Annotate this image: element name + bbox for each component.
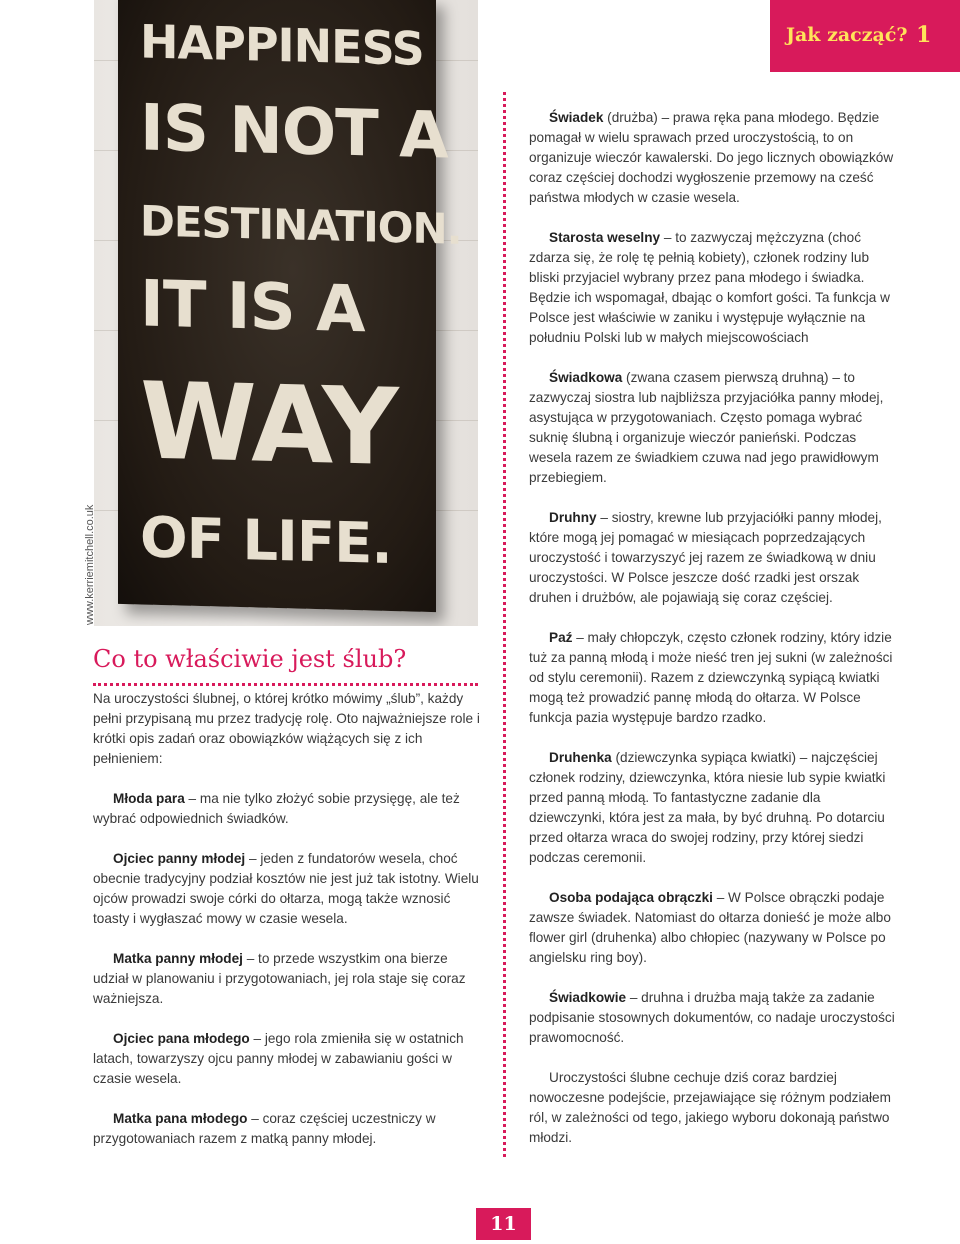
role-term: Starosta weselny: [549, 230, 661, 245]
chapter-title: Jak zacząć?: [786, 24, 908, 46]
right-column: [529, 108, 897, 1168]
role-paragraph: [93, 1109, 481, 1149]
role-description: (drużba) – prawa ręka pana młodego. Będzie pomagał w wielu sprawach przed uroczystością, to on organizuje wieczór kawalerski. Do jego licznych obowiązków coraz częściej dochodzi wygłoszenie przemowy na cześć państwa młodych w czasie wesela.: [529, 110, 894, 205]
role-paragraph: [93, 789, 481, 829]
role-description: – siostry, krewne lub przyjaciółki panny młodej, które mogą jej pomagać w miesiącach poprzedzających uroczystość i towarzyszyć jej razem ze świadkową w dniu uroczystości. W Polsce jeszcze dość rzadki jest orszak druhen i drużbów, ale pojawiają się coraz częściej.: [529, 510, 882, 605]
role-term: Druhny: [549, 510, 597, 525]
column-divider: [503, 92, 506, 1157]
role-paragraph: [529, 108, 897, 208]
role-description: – coraz częściej uczestniczy w przygotowaniach razem z matką panny młodej.: [93, 1111, 436, 1146]
sign-line: HAPPINESS: [140, 14, 424, 76]
dotted-divider: [93, 683, 478, 686]
role-description: – to przede wszystkim ona bierze udział w planowaniu i przygotowaniach, jej rola staje się coraz ważniejsza.: [93, 951, 466, 1006]
role-paragraph: [529, 508, 897, 608]
role-paragraph: [93, 849, 481, 929]
role-term: Świadkowie: [549, 990, 627, 1005]
sign-line: IS NOT A: [140, 91, 448, 174]
role-description: (zwana czasem pierwszą druhną) – to zazwyczaj siostra lub najbliższa przyjaciółka panny młodej, asystująca w przygotowaniach. Często pomaga wybrać suknię ślubną i organizuje wieczór panieński. Podczas wesela razem ze świadkiem czuwa nad jego prawidłowym przebiegiem.: [529, 370, 884, 485]
sign-line: WAY: [140, 359, 398, 490]
role-term: Matka panny młodej: [113, 951, 243, 966]
role-paragraph: [529, 368, 897, 488]
intro-paragraph: [93, 689, 481, 769]
role-term: Paź: [549, 630, 573, 645]
role-paragraph: [529, 748, 897, 868]
role-term: Druhenka: [549, 750, 612, 765]
role-term: Ojciec pana młodego: [113, 1031, 250, 1046]
section-title: Co to właściwie jest ślub?: [93, 645, 407, 673]
role-term: Osoba podająca obrączki: [549, 890, 713, 905]
role-term: Ojciec panny młodej: [113, 851, 246, 866]
sign-line: DESTINATION.: [140, 196, 462, 254]
chapter-number: 1: [916, 22, 932, 48]
paragraph-text: Uroczystości ślubne cechuje dziś coraz bardziej nowoczesne podejście, przejawiające się różnym podziałem ról, w zależności od tego, jakiego wyboru dokonają państwo młodzi.: [529, 1070, 891, 1145]
paragraph-text: Na uroczystości ślubnej, o której krótko mówimy „ślub”, każdy pełni przypisaną mu przez tradycję rolę. Oto najważniejsze role i krótki opis zadań oraz obowiązków wiążących się z ich pełnieniem:: [93, 691, 480, 766]
role-term: Młoda para: [113, 791, 185, 806]
closing-paragraph: [529, 1068, 897, 1148]
role-paragraph: [529, 228, 897, 348]
role-description: – to zazwyczaj mężczyzna (choć zdarza się, że rolę tę pełnią kobiety), członek rodziny lub bliski przyjaciel wybrany przez pana młodego i świadka. Będzie ich wspomagał, dbając o komfort gości. Ta funkcja w Polsce jest właściwie w zaniku i występuje wyłącznie na południu Polski lub w małych miejscowościach: [529, 230, 890, 345]
role-term: Świadkowa: [549, 370, 623, 385]
role-description: – jego rola zmieniła się w ostatnich latach, towarzyszy ojcu panny młodej w zabawianiu gości w czasie wesela.: [93, 1031, 464, 1086]
sign-photo: [94, 0, 478, 626]
page-number: 11: [476, 1208, 531, 1240]
role-paragraph: [93, 949, 481, 1009]
role-description: – W Polsce obrączki podaje zawsze świadek. Natomiast do ołtarza donieść je może albo flower girl (druhenka) albo chłopiec (nazywany w Polsce po angielsku ring boy).: [529, 890, 891, 965]
sign-line: OF LIFE.: [140, 505, 392, 578]
role-term: Matka pana młodego: [113, 1111, 248, 1126]
role-description: – jeden z fundatorów wesela, choć obecnie tradycyjny podział kosztów nie jest już tak istotny. Wielu ojców prowadzi swoje córki do ołtarza, mogą także wznosić toasty i wygłaszać mowy w czasie wesela.: [93, 851, 479, 926]
wooden-sign: [118, 0, 462, 612]
role-term: Świadek: [549, 110, 604, 125]
role-paragraph: [93, 1029, 481, 1089]
role-description: – mały chłopczyk, często członek rodziny, który idzie tuż za panną młodą i może nieść tren jej sukni (w zależności od stylu ceremonii). Razem z dziewczynką sypiącą kwiatki mogą też prowadzić pannę młodą do ołtarza. W Polsce funkcja pazia występuje bardzo rzadko.: [529, 630, 893, 725]
role-paragraph: [529, 988, 897, 1048]
role-paragraph: [529, 628, 897, 728]
left-column: [93, 689, 481, 1169]
role-description: – ma nie tylko złożyć sobie przysięgę, ale też wybrać odpowiednich świadków.: [93, 791, 460, 826]
role-description: – druhna i drużba mają także za zadanie podpisanie stosownych dokumentów, co nadaje uroczystości prawomocność.: [529, 990, 895, 1045]
role-paragraph: [529, 888, 897, 968]
role-description: (dziewczynka sypiąca kwiatki) – najczęściej członek rodziny, dziewczynka, która niesie lub sypie kwiatki przed panną młodą. To fantastyczne zadanie dla dziewczynki, która jest za mała, by być druhną. Po dotarciu przed ołtarza wraca do swojej rodziny, przy której siedzi podczas ceremonii.: [529, 750, 886, 865]
sign-line: IT IS A: [140, 267, 365, 348]
photo-credit: www.kerriemitchell.co.uk: [84, 504, 96, 625]
